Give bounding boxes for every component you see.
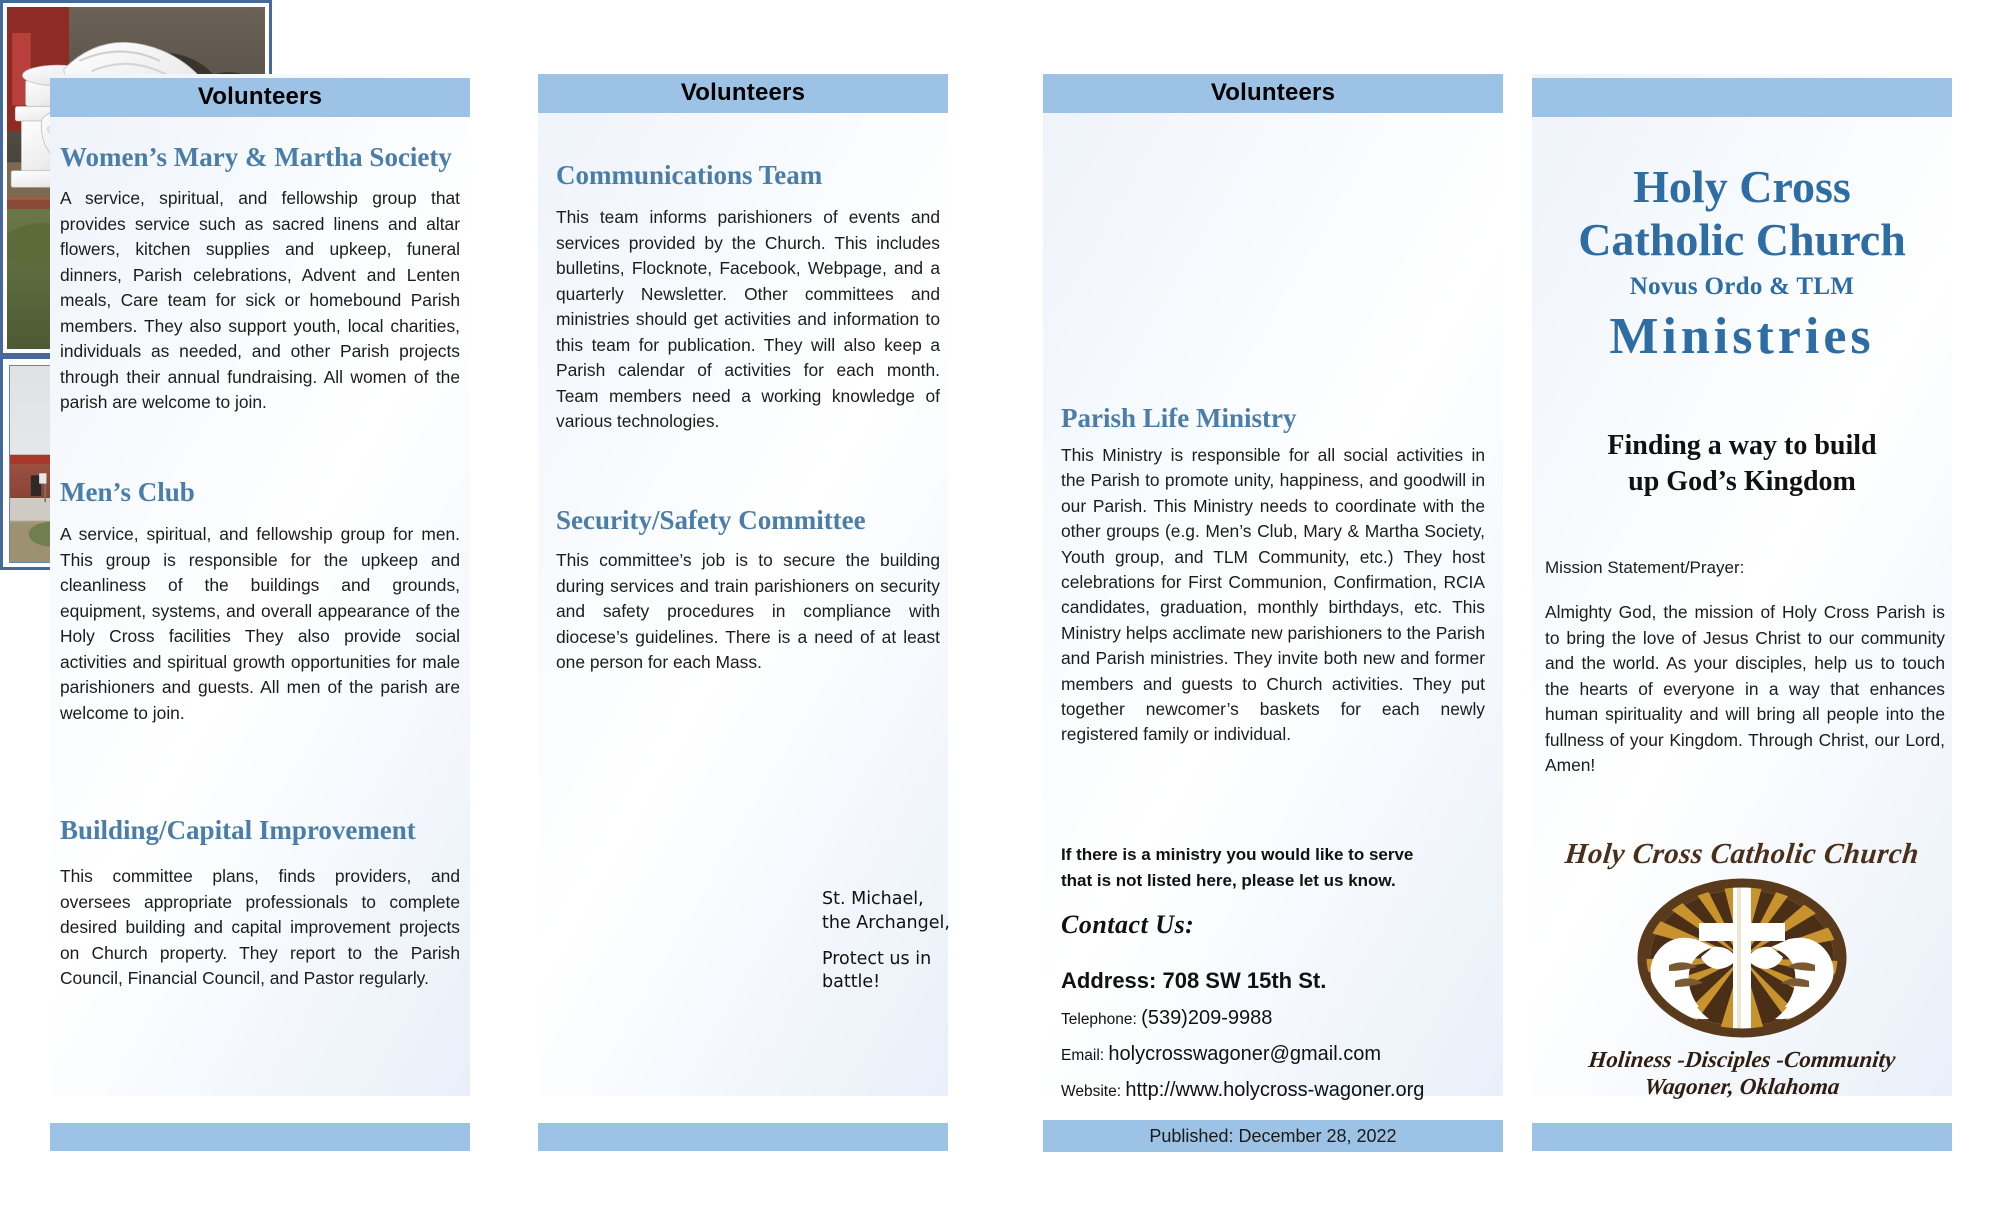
section-heading-security-safety-committee: Security/Safety Committee [556, 505, 866, 535]
notice-line-2: that is not listed here, please let us know. [1061, 870, 1396, 890]
telephone-label: Telephone: [1061, 1011, 1137, 1028]
notice-line-1: If there is a ministry you would like to serve [1061, 845, 1414, 864]
cover-subtitle: Novus Ordo & TLM [1629, 272, 1855, 300]
section-body-mary-martha: A service, spiritual, and fellowship group that provides service such as sacred linens and altar flowers, kitchen supplies and upkeep, funeral dinners, Parish celebrations, Advent and Lenten meals, Care team for sick or homebound Parish members. They also support youth, local charities, individuals as needed, and other Parish projects through their annual fundraising. All women of the parish are welcome to join. [60, 188, 460, 412]
panel-3-header-label: Volunteers [1210, 79, 1336, 106]
section-body-building-capital-improvement: This committee plans, finds providers, and oversees appropriate professionals to complete desired building and capital improvement projects on Church property. They report to the Parish Council, Financial Council, and Pastor regularly. [60, 866, 460, 988]
address-label: Address: [1061, 968, 1157, 993]
panel-2-header-bar [538, 74, 948, 113]
panel-4-header-bar [1532, 78, 1952, 117]
panel-3-header-bar [1043, 74, 1503, 113]
email-value[interactable]: holycrosswagoner@gmail.com [1108, 1043, 1382, 1065]
statue-caption-spacer [822, 936, 982, 948]
logo-top-text: Holy Cross Catholic Church [1563, 838, 1921, 870]
telephone-line [1061, 1007, 1485, 1030]
tagline-line-2: up God’s Kingdom [1628, 466, 1856, 498]
section-body-parish-life-ministry: This Ministry is responsible for all social activities in the Parish to promote unity, happiness, and goodwill in our Parish. This Ministry needs to coordinate with the other groups (e.g. Men’s Club, Mary & Martha Society, Youth group, and TLM Community, etc.) They host celebrations for First Communion, Confirmation, RCIA candidates, graduation, monthly birthdays, etc. This Ministry helps acclimate new parishioners to the Parish and Parish ministries. They invite both new and former members and guests to Church activities. They put together newcomer’s baskets for each newly registered family or individual. [1061, 445, 1485, 745]
cover-title-line-2: Catholic Church [1578, 214, 1906, 266]
cover-title-line-1: Holy Cross [1633, 161, 1851, 212]
contact-block [1053, 910, 1493, 1102]
address-value: 708 SW 15th St. [1162, 968, 1327, 993]
website-value[interactable]: http://www.holycross-wagoner.org [1125, 1079, 1425, 1101]
statue-caption-line-2: the Archangel, [822, 912, 950, 933]
published-date: Published: December 28, 2022 [1149, 1126, 1397, 1146]
email-line [1061, 1043, 1485, 1066]
contact-us-heading: Contact Us: [1061, 910, 1195, 939]
statue-caption-line-4: battle! [822, 972, 881, 993]
section-heading-mens-club: Men’s Club [60, 477, 195, 507]
website-line [1061, 1079, 1485, 1102]
statue-caption-line-3: Protect us in [822, 948, 932, 969]
panel-2-header-label: Volunteers [680, 79, 806, 106]
section-heading-building-capital-improvement: Building/Capital Improvement [60, 815, 416, 845]
mission-statement-label: Mission Statement/Prayer: [1545, 558, 1745, 577]
ministry-request-notice [1053, 842, 1493, 894]
email-label: Email: [1061, 1047, 1105, 1064]
section-body-communications-team: This team informs parishioners of events and services provided by the Church. This includes bulletins, Flocknote, Facebook, Webpage, and a quarterly Newsletter. Other committees and ministries should get activities and information to this team for publication. They will also keep a Parish calendar of activities for each month. Team members need a working knowledge of various technologies. [556, 207, 940, 431]
cover-title-block [1532, 160, 1952, 366]
section-body-mens-club: A service, spiritual, and fellowship group for men. This group is responsible for the upkeep and cleanliness of the buildings and grounds, equipment, systems, and overall appearance of the Holy Cross facilities They also provide social activities and spiritual growth opportunities for male parishioners and guests. All men of the parish are welcome to join. [60, 524, 460, 723]
panel-4-footer-bar [1532, 1123, 1952, 1151]
panel-1-footer-bar [50, 1123, 470, 1151]
statue-caption-line-1: St. Michael, [822, 889, 924, 909]
section-heading-communications-team: Communications Team [556, 160, 823, 190]
website-label: Website: [1061, 1083, 1122, 1100]
cover-title-ministries: Ministries [1609, 307, 1875, 365]
panel-2-footer-bar [538, 1123, 948, 1151]
church-logo [1542, 838, 1942, 1100]
cover-tagline [1532, 428, 1952, 501]
panel-3-footer-bar [1043, 1120, 1503, 1152]
section-heading-parish-life-ministry: Parish Life Ministry [1061, 403, 1297, 433]
panel-1-header-bar [50, 78, 470, 117]
logo-cross-doves-mark [1617, 873, 1867, 1043]
statue-caption [822, 888, 982, 995]
section-heading-mary-martha: Women’s Mary & Martha Society [60, 142, 452, 172]
address-line [1061, 968, 1485, 994]
panel-1-header-label: Volunteers [197, 83, 323, 110]
mission-statement-body: Almighty God, the mission of Holy Cross Parish is to bring the love of Jesus Christ to our community and the world. As your disciples, help us to touch the hearts of everyone in a way that enhances human spirituality and will bring all people into the fullness of your Kingdom. Through Christ, our Lord, Amen! [1545, 602, 1945, 775]
telephone-value[interactable]: (539)209-9988 [1141, 1007, 1273, 1029]
tagline-line-1: Finding a way to build [1607, 430, 1877, 461]
logo-bottom-text-2: Wagoner, Oklahoma [1643, 1074, 1841, 1099]
section-body-security-safety-committee: This committee’s job is to secure the building during services and train parishioners on security and safety procedures in compliance with diocese’s guidelines. There is a need of at least one person for each Mass. [556, 550, 940, 672]
logo-bottom-text-1: Holiness -Disciples -Community [1587, 1047, 1897, 1072]
